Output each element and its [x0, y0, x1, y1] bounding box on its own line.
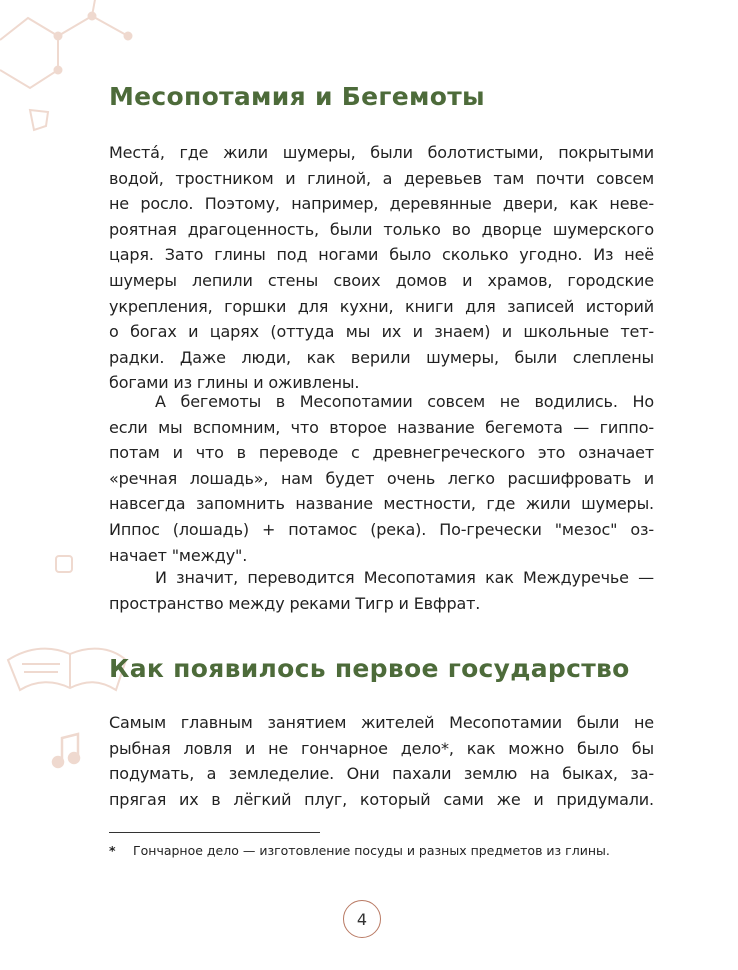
text-line: радки. Даже люди, как верили шумеры, были слеплены: [109, 347, 654, 367]
small-tag-icon: [30, 110, 48, 130]
text-line: не росло. Поэтому, например, деревянные двери, как неве-: [109, 194, 654, 214]
text-line: о богах и царях (оттуда мы их и знаем) и школьные тет-: [109, 322, 654, 342]
text-line: потам и что в переводе с древнегреческого это означает: [109, 443, 654, 463]
text-line: начает "между".: [109, 545, 248, 565]
text-line: навсегда запомнить название местности, где жили шумеры.: [109, 494, 654, 514]
paragraph-hippo-name: [109, 389, 654, 568]
page-number: 4: [343, 900, 381, 938]
paragraph-agriculture: [109, 710, 654, 812]
footnote-text: Гончарное дело — изготовление посуды и разных предметов из глины.: [133, 843, 610, 858]
text-line: рыбная ловля и не гончарное дело*, как можно было бы: [109, 738, 654, 758]
molecule-icon: [0, 0, 132, 88]
text-line: богами из глины и оживлены.: [109, 373, 360, 393]
footnote-mark: *: [109, 843, 116, 858]
text-line: пространство между реками Тигр и Евфрат.: [109, 593, 481, 613]
text-line: роятная драгоценность, были только во дворце шумерского: [109, 219, 654, 239]
paragraph-mesopotamia-meaning: [109, 565, 654, 616]
text-line: И значит, переводится Месопотамия как Междуречье —: [155, 568, 654, 587]
small-square-icon: [56, 556, 72, 572]
text-line: если мы вспомним, что второе название бегемота — гиппо-: [109, 417, 654, 437]
text-line: водой, тростником и глиной, а деревьев там почти совсем: [109, 168, 654, 188]
text-line: укрепления, горшки для кухни, книги для записей историй: [109, 296, 654, 316]
text-line: шумеры лепили стены своих домов и храмов, городские: [109, 270, 654, 290]
text-line: «речная лошадь», нам будет очень легко расшифровать и: [109, 468, 654, 488]
text-line: прягая их в лёгкий плуг, который сами же и придумали.: [109, 789, 654, 809]
paragraph-shumer-clay: [109, 140, 654, 396]
text-line: Иппос (лошадь) + потамос (река). По-гречески "мезос" оз-: [109, 519, 654, 539]
footnote-divider: [109, 832, 320, 833]
section-title-mesopotamia: Месопотамия и Бегемоты: [109, 82, 485, 111]
music-note-icon: [53, 734, 79, 767]
text-line: подумать, а земледелие. Они пахали землю на быках, за-: [109, 764, 654, 784]
footnote: [109, 842, 654, 860]
section-title-first-state: Как появилось первое государство: [109, 654, 630, 683]
text-line: Самым главным занятием жителей Месопотамии были не: [109, 713, 654, 732]
text-line: А бегемоты в Месопотамии совсем не водились. Но: [155, 392, 654, 411]
text-line: Места́, где жили шумеры, были болотистыми, покрытыми: [109, 143, 654, 162]
text-line: царя. Зато глины под ногами было сколько угодно. Из неё: [109, 245, 654, 265]
